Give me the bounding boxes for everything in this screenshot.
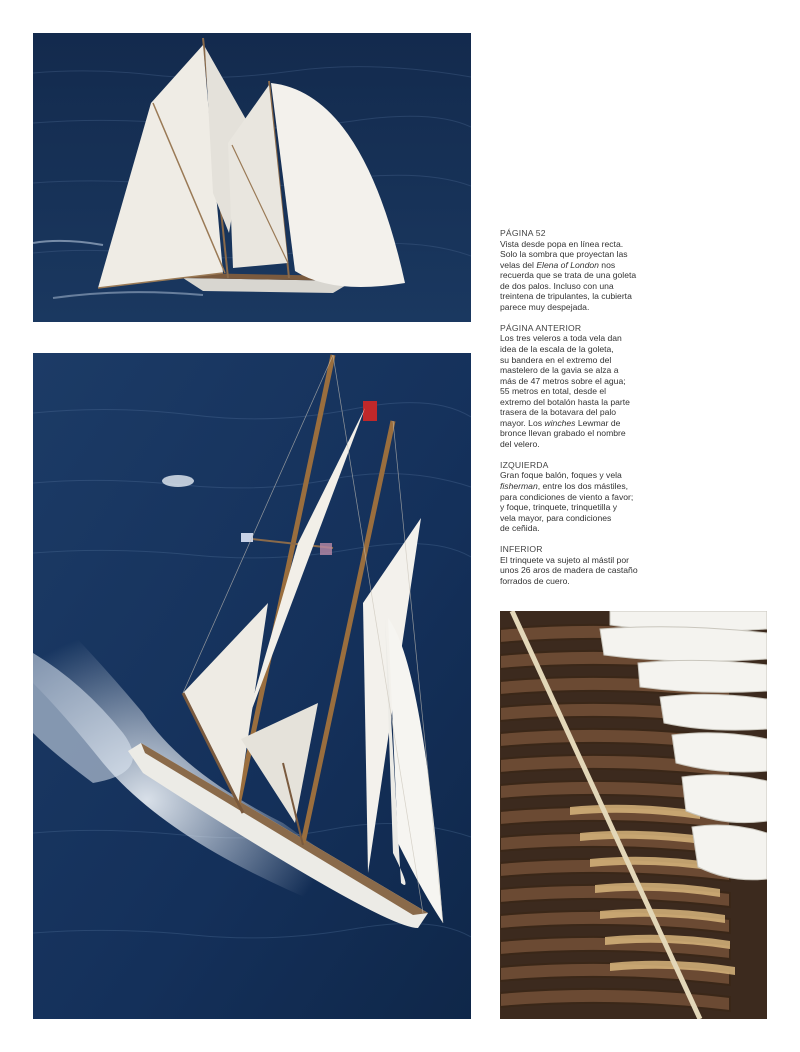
- schooner-stern-photo: [33, 33, 471, 322]
- caption-body: [500, 333, 665, 449]
- caption-heading: PÁGINA 52: [500, 228, 546, 238]
- mast-hoops-image: [500, 611, 767, 1019]
- caption-pagina-anterior: [500, 323, 665, 450]
- caption-text: Los tres veleros a toda vela dan idea de la escala de la goleta, su bandera en el extremo del mastelero de la gavia se alza a más de 47 metros sobre el agua; 55 metros en total, desde el extremo del botalón hasta la parte trasera de la botavara del palo mayor. Los: [500, 333, 630, 428]
- caption-text: Gran foque balón, foques y vela: [500, 470, 622, 481]
- caption-italic-text: Elena of London: [536, 259, 599, 270]
- caption-inferior: [500, 544, 665, 586]
- schooner-stern-image: [33, 33, 471, 322]
- schooner-aerial-image: [33, 353, 471, 1019]
- caption-body: [500, 239, 665, 313]
- schooner-aerial-photo: [33, 353, 471, 1019]
- caption-italic-text: winches: [544, 417, 576, 428]
- caption-text: nos recuerda que se trata de una goleta de dos palos. Incluso con una treintena de tripulantes, la cubierta parece muy despejada.: [500, 259, 637, 312]
- caption-text: , entre los dos mástiles, para condiciones de viento a favor; y foque, trinquete, trinquetilla y vela mayor, para condiciones de ceñida.: [500, 481, 634, 534]
- caption-heading: PÁGINA ANTERIOR: [500, 322, 582, 333]
- caption-text: Vista desde popa en línea recta. Solo la sombra que proyectan las velas del: [500, 238, 628, 270]
- caption-body: [500, 470, 665, 533]
- caption-italic-text: fisherman: [500, 481, 538, 492]
- caption-pagina-52: [500, 228, 665, 312]
- caption-body: [500, 555, 665, 587]
- caption-heading: INFERIOR: [500, 544, 543, 555]
- caption-text: El trinquete va sujeto al mástil por unos 26 aros de madera de castaño forrados de cuero.: [500, 554, 638, 586]
- mast-hoops-photo: [500, 611, 767, 1019]
- caption-column: [500, 228, 665, 597]
- caption-text: Lewmar de bronce llevan grabado el nombre del velero.: [500, 417, 626, 449]
- caption-izquierda: [500, 460, 665, 534]
- caption-heading: IZQUIERDA: [500, 459, 549, 470]
